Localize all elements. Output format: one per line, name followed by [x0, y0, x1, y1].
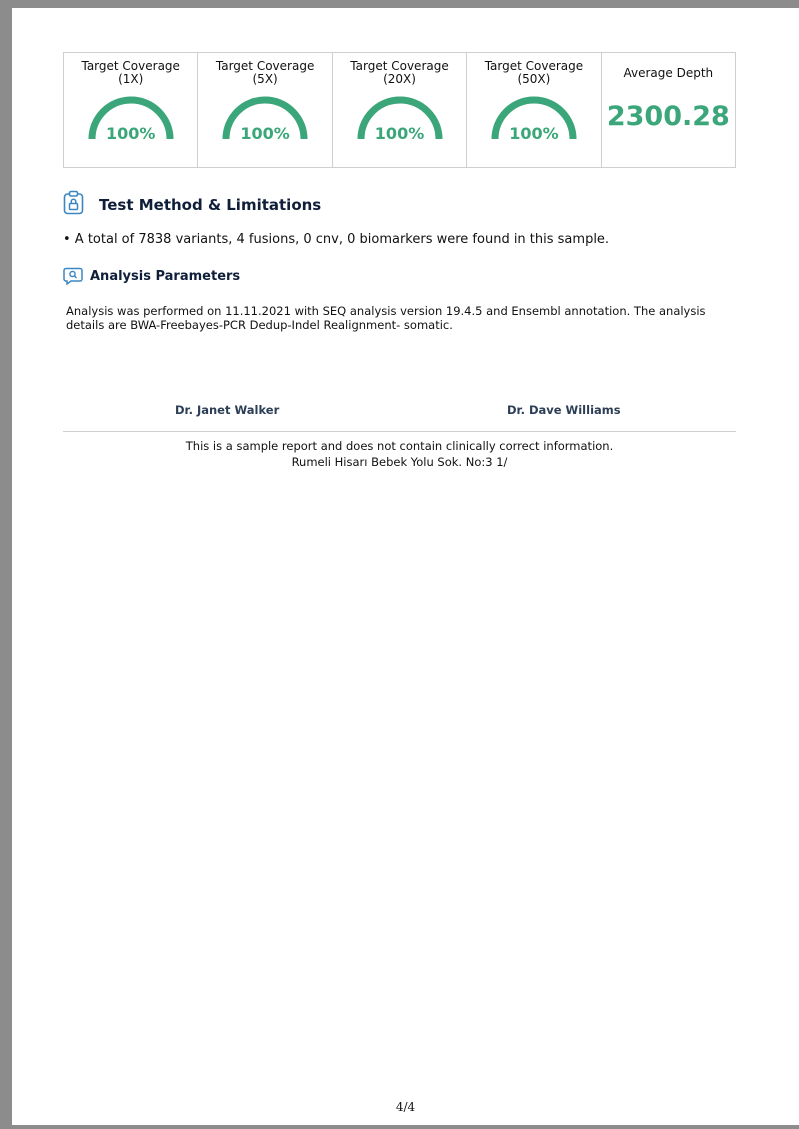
coverage-value: 100%: [105, 124, 156, 143]
clipboard-lock-icon: [63, 190, 84, 215]
coverage-title: Target Coverage (5X): [215, 59, 315, 86]
analysis-parameters-heading: Analysis Parameters: [90, 269, 241, 284]
search-chat-icon: [63, 267, 83, 285]
report-page: [12, 8, 799, 1125]
coverage-value: 100%: [374, 124, 425, 143]
analysis-parameters-text: Analysis was performed on 11.11.2021 with SEQ analysis version 19.4.5 and Ensembl annotation. The analysis details are BWA-Freebayes-PCR Dedup-Indel Realignment- somatic.: [66, 304, 706, 332]
test-method-heading: Test Method & Limitations: [99, 196, 322, 214]
average-depth-title: Average Depth: [623, 66, 714, 80]
variants-summary-bullet: • A total of 7838 variants, 4 fusions, 0 cnv, 0 biomarkers were found in this sample.: [63, 232, 610, 247]
coverage-title: Target Coverage (20X): [350, 59, 449, 86]
average-depth-cell: [602, 53, 735, 167]
coverage-value: 100%: [240, 124, 290, 143]
coverage-summary-table: [63, 52, 736, 168]
coverage-cell-1x: [64, 53, 198, 167]
coverage-cell-20x: [333, 53, 467, 167]
coverage-cell-50x: [467, 53, 601, 167]
page-number: 4/4: [395, 1100, 416, 1114]
report-footer: [63, 438, 736, 470]
coverage-title: Target Coverage (1X): [81, 59, 180, 86]
address-text: Rumeli Hisarı Bebek Yolu Sok. No:3 1/: [291, 455, 508, 469]
coverage-value: 100%: [509, 124, 559, 143]
disclaimer-text: This is a sample report and does not contain clinically correct information.: [185, 439, 614, 453]
signature-right: Dr. Dave Williams: [507, 403, 621, 417]
coverage-title: Target Coverage (50X): [484, 59, 584, 86]
average-depth-value: 2300.28: [606, 101, 730, 132]
coverage-cell-5x: [198, 53, 332, 167]
footer-divider: [63, 431, 736, 432]
signature-left: Dr. Janet Walker: [175, 403, 280, 417]
